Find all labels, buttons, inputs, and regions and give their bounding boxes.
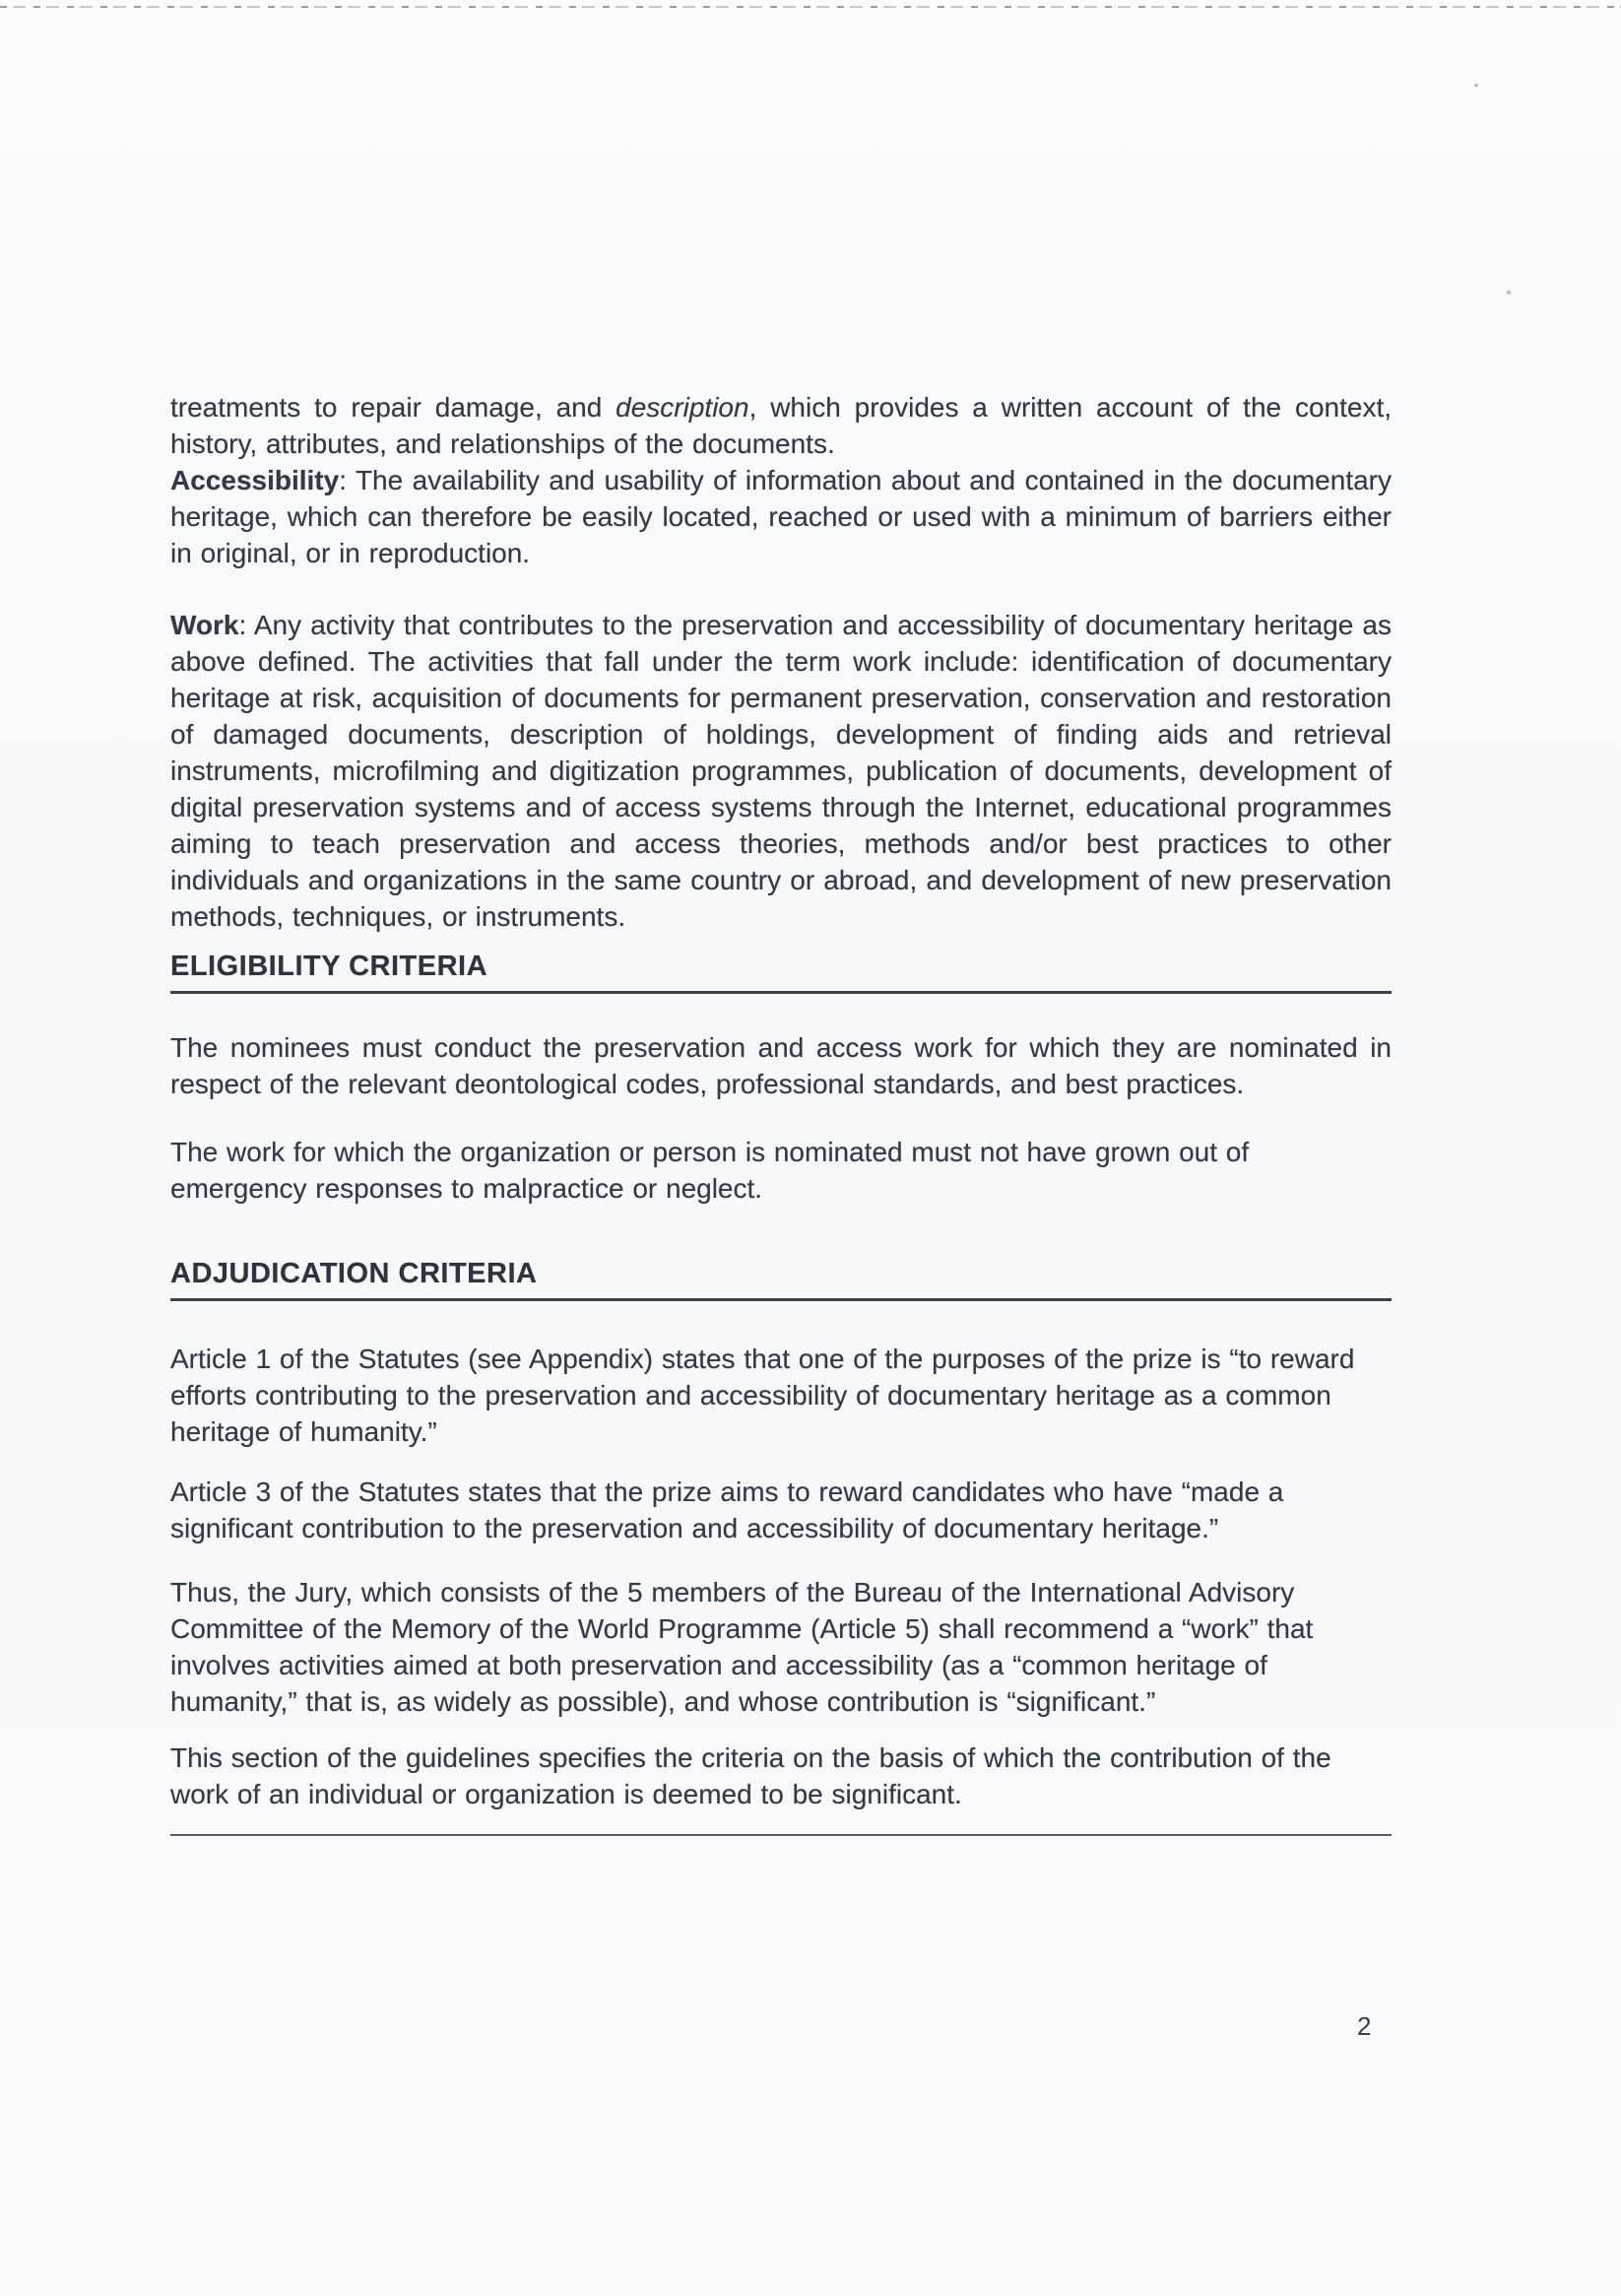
adjudication-criteria-heading: ADJUDICATION CRITERIA	[170, 1258, 1392, 1301]
footer-rule	[170, 1834, 1392, 1836]
paragraph-nominees: The nominees must conduct the preservation and access work for which they are nominated in respect of the relevant deontological codes, professional standards, and best practices.	[170, 1032, 1392, 1099]
continuation-text-post: , which provides a written account of the context, history, attributes, and relationships of the documents.	[170, 392, 1393, 459]
paragraph-article-1: Article 1 of the Statutes (see Appendix) states that one of the purposes of the prize is “to reward efforts contributing to the preservation and accessibility of documentary heritage as a common heritage of humanity.”	[170, 1344, 1355, 1447]
paragraph-jury: Thus, the Jury, which consists of the 5 members of the Bureau of the International Advisory Committee of the Memory of the World Programme (Article 5) shall recommend a “work” that involves activities aimed at both preservation and accessibility (as a “common heritage of humanity,” that is, as widely as possible), and whose contribution is “significant.”	[170, 1577, 1314, 1717]
accessibility-term-label: Accessibility	[170, 465, 340, 495]
accessibility-definition: : The availability and usability of information about and contained in the documentary heritage, which can therefore be easily located, reached or used with a minimum of barriers either in original, or in reproduction.	[170, 465, 1392, 568]
work-definition: : Any activity that contributes to the preservation and accessibility of documentary heritage as above defined. The activities that fall under the term work include: identification of documentary heritage at risk, acquisition of documents for permanent preservation, conservation and restoration of damaged documents, description of holdings, development of finding aids and retrieval instruments, microfilming and digitization programmes, publication of documents, development of digital preservation systems and of access systems through the Internet, educational programmes aiming to teach preservation and access theories, methods and/or best practices to other individuals and organizations in the same country or abroad, and development of new preservation methods, techniques, or instruments.	[170, 610, 1392, 932]
page-number: 2	[1357, 2011, 1372, 2041]
paragraph-work-definition	[170, 607, 1392, 935]
work-term-label: Work	[170, 610, 239, 640]
paragraph-emergency: The work for which the organization or person is nominated must not have grown out of emergency responses to malpractice or neglect.	[170, 1137, 1250, 1204]
paragraph-continuation-and-accessibility	[170, 389, 1392, 571]
paragraph-article-3: Article 3 of the Statutes states that the prize aims to reward candidates who have “made a significant contribution to the preservation and accessibility of documentary heritage.”	[170, 1476, 1284, 1543]
continuation-italic-term: description	[616, 392, 749, 423]
eligibility-criteria-heading: ELIGIBILITY CRITERIA	[170, 951, 1392, 994]
paragraph-section-note: This section of the guidelines specifies the criteria on the basis of which the contribution of the work of an individual or organization is deemed to be significant.	[170, 1742, 1331, 1809]
scan-speck	[1474, 84, 1478, 87]
document-body	[170, 389, 1392, 1844]
scan-artifact-line	[0, 6, 1621, 8]
scan-speck	[1507, 291, 1511, 295]
continuation-text-pre: treatments to repair damage, and	[170, 392, 616, 423]
